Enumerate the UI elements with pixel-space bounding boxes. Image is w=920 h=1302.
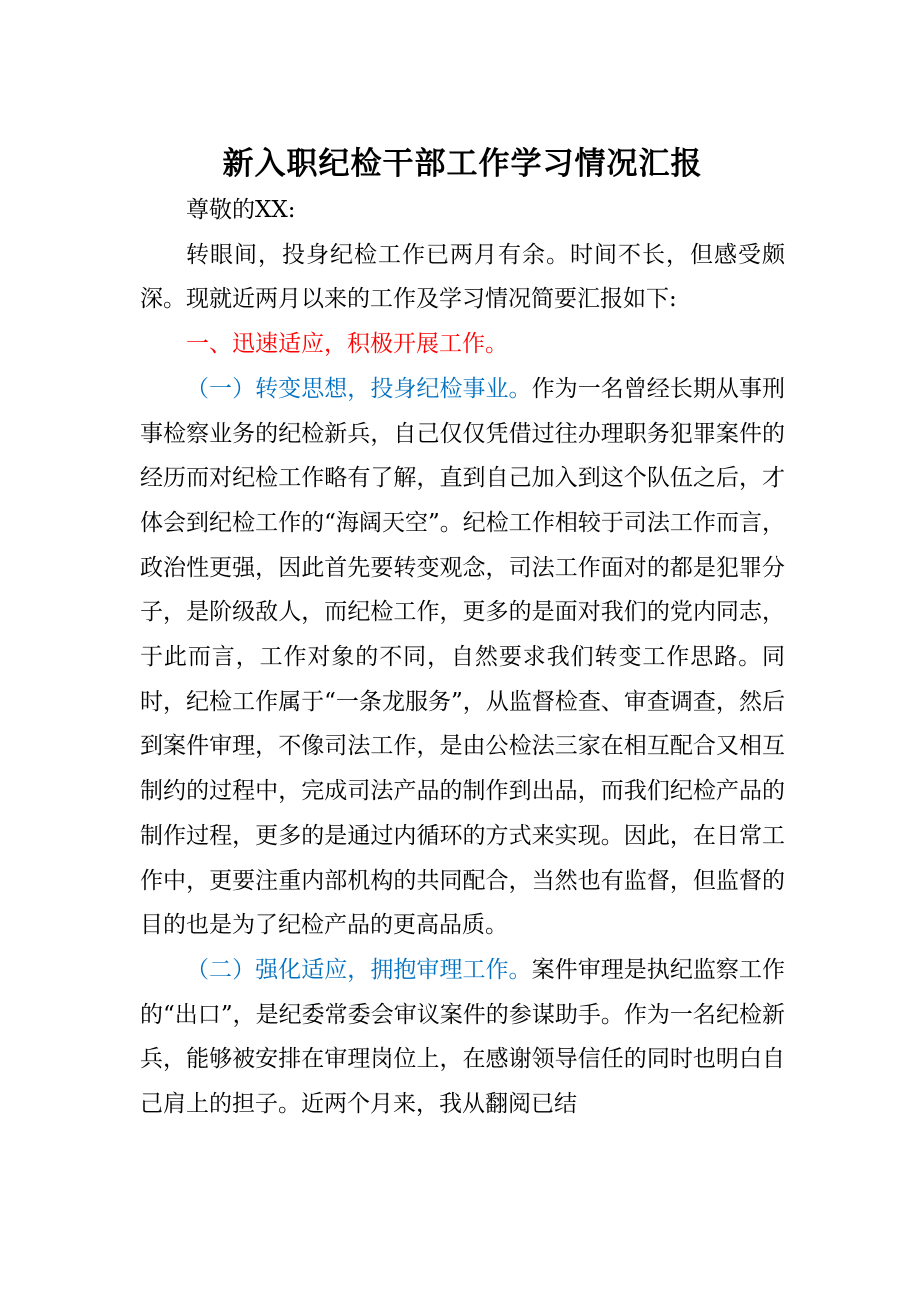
intro-paragraph: 转眼间，投身纪检工作已两月有余。时间不长，但感受颇深。现就近两月以来的工作及学习情况简要汇报如下: xyxy=(140,241,785,313)
sub-section-1-heading: （一）转变思想，投身纪检事业。 xyxy=(186,375,532,402)
sub-section-2-heading: （二）强化适应，拥抱审理工作。 xyxy=(186,956,532,983)
sub-section-1-paragraph xyxy=(140,367,785,948)
sub-section-2-text: 案件审理是执纪监察工作的“出口”，是纪委常委会审议案件的参谋助手。作为一名纪检新兵，能够被安排在审理岗位上，在感谢领导信任的同时也明白自己肩上的担子。近两个月来，我从翻阅已结 xyxy=(140,956,786,1118)
document-body xyxy=(140,188,785,1127)
sub-section-2-paragraph xyxy=(140,948,785,1127)
salutation: 尊敬的XX: xyxy=(186,197,296,223)
section-1-heading: 一、迅速适应，积极开展工作。 xyxy=(186,331,508,358)
sub-section-1-text: 作为一名曾经长期从事刑事检察业务的纪检新兵，自己仅仅凭借过往办理职务犯罪案件的经历而对纪检工作略有了解，直到自己加入到这个队伍之后，才体会到纪检工作的“海阔天空”。纪检工作相较于司法工作而言，政治性更强，因此首先要转变观念，司法工作面对的都是犯罪分子，是阶级敌人，而纪检工作，更多的是面对我们的党内同志，于此而言，工作对象的不同，自然要求我们转变工作思路。同时，纪检工作属于“一条龙服务”，从监督检查、审查调查，然后到案件审理，不像司法工作，是由公检法三家在相互配合又相互制约的过程中，完成司法产品的制作到出品，而我们纪检产品的制作过程，更多的是通过内循环的方式来实现。因此，在日常工作中，更要注重内部机构的共同配合，当然也有监督，但监督的目的也是为了纪检产品的更高品质。 xyxy=(140,375,786,939)
document-title: 新入职纪检干部工作学习情况汇报 xyxy=(222,146,703,182)
